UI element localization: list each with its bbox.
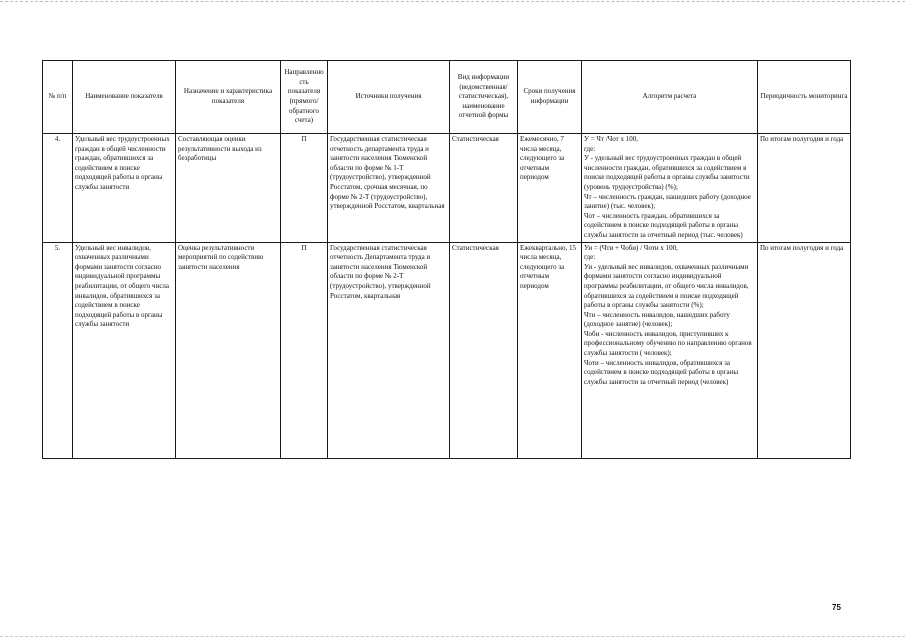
algorithm-line: Чти – численность инвалидов, нашедших работу (доходное занятие) (человек); (584, 310, 730, 329)
row-purpose: Оценка результативности мероприятий по содействию занятости населения (176, 242, 281, 458)
row-direction: П (281, 242, 328, 458)
algorithm-line: У = Чт /Чот х 100, (584, 135, 638, 143)
row-periodicity: По итогам полугодия и года (758, 242, 851, 458)
header-direction: Направленность показателя (прямого/ обратного счета) (281, 61, 328, 134)
row-direction: П (281, 134, 328, 243)
header-timing: Сроки получения информации (518, 61, 582, 134)
row-purpose: Составляющая оценки результативности выхода из безработицы (176, 134, 281, 243)
header-info-type: Вид информации (ведомственная/ статистическая), наименование отчетной формы (450, 61, 518, 134)
algorithm-line: Чоти – численность инвалидов, обратившихся за содействием в поиске подходящей работы в органы службы занятости за отчетный период (человек) (584, 358, 739, 386)
header-sources: Источники получения (328, 61, 450, 134)
table-row (43, 242, 851, 458)
row-algorithm (582, 242, 758, 458)
scan-edge-top (0, 1, 905, 2)
row-num: 4. (43, 134, 73, 243)
row-num: 5. (43, 242, 73, 458)
row-periodicity: По итогам полугодия и года (758, 134, 851, 243)
header-num: № п/п (43, 61, 73, 134)
row-info-type: Статистическая (450, 134, 518, 243)
row-name: Удельный вес инвалидов, охваченных различными формами занятости согласно индивидуальной программы реабилитации, от общего числа инвалидов, обратившихся за содействием в поиске подходящей работы в органы службы занятости (73, 242, 176, 458)
row-timing: Ежеквартально, 15 числа месяца, следующего за отчетным периодом (518, 242, 582, 458)
algorithm-line: где: (584, 144, 596, 153)
row-timing: Ежемесячно, 7 числа месяца, следующего за отчетным периодом (518, 134, 582, 243)
algorithm-line: Чт – численность граждан, нашедших работу (доходное занятие) (тыс. человек); (584, 192, 751, 211)
row-name: Удельный вес трудоустроенных граждан в общей численности граждан, обратившихся за содействием в поиске подходящей работы в органы службы занятости (73, 134, 176, 243)
scan-edge-bottom (0, 636, 905, 637)
row-info-type: Статистическая (450, 242, 518, 458)
row-algorithm (582, 134, 758, 243)
algorithm-line: Чоби - численность инвалидов, приступивших к профессиональному обучению по направлению органов службы занятости ( человек); (584, 329, 752, 358)
header-purpose: Назначение и характеристика показателя (176, 61, 281, 134)
algorithm-line: Уи - удельный вес инвалидов, охваченных различными формами занятости согласно индивидуальной программы реабилитации, от общего числа инвалидов, обратившихся за содействием в поиске подходящей работы в органы службы занятости (%); (584, 262, 749, 310)
table-header-row (43, 61, 851, 134)
algorithm-line: Чот – численность граждан, обратившихся за содействием в поиске подходящей работы в органы службы занятости за отчетный период (тыс. человек) (584, 211, 743, 239)
header-periodicity: Периодичность мониторинга (758, 61, 851, 134)
header-name: Наименование показателя (73, 61, 176, 134)
algorithm-line: где: (584, 253, 596, 262)
row-sources: Государственная статистическая отчетность департамента труда и занятости населения Тюменской области по форме № 1-Т (трудоустройство), утвержденной Росстатом, срочная месячная, по форме № 2-Т (трудоустройство), утвержденной Росстатом, квартальная (328, 134, 450, 243)
header-algorithm: Алгоритм расчета (582, 61, 758, 134)
algorithm-line: У - удельный вес трудоустроенных граждан в общей численности граждан, обратившихся за содействием в поиске подходящей работы в органы службы занятости (уровень трудоустройства) (%); (584, 154, 750, 191)
indicators-table (42, 60, 851, 459)
algorithm-line: Уи = (Чти + Чоби) / Чоти х 100, (584, 243, 678, 252)
table-row (43, 134, 851, 243)
page-number: 75 (832, 603, 841, 612)
row-sources: Государственная статистическая отчетность Департамента труда и занятости населения Тюменской области по форме № 2-Т (трудоустройство), утвержденной Росстатом, квартальная (328, 242, 450, 458)
